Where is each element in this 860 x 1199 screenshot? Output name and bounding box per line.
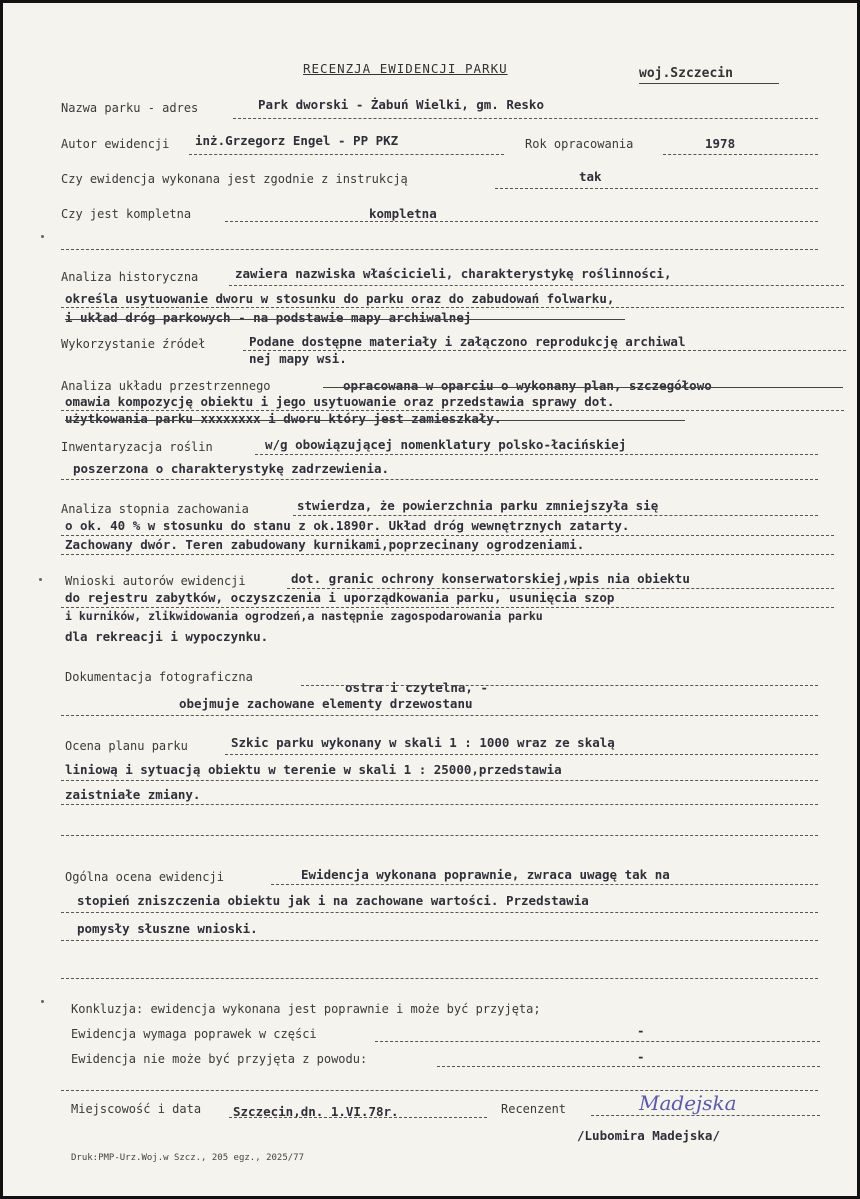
label-nazwa: Nazwa parku - adres	[61, 101, 199, 115]
label-recenzent: Recenzent	[501, 1102, 567, 1116]
plan-line-3: zaistniałe zmiany.	[65, 787, 201, 802]
konkluzja-line-3-value: -	[637, 1049, 645, 1064]
analiza-hist-line-3: i układ dróg parkowych - na podstawie mapy archiwalnej	[65, 310, 472, 325]
rule-ogolna-2	[61, 912, 818, 913]
rule-ogolna-1	[271, 884, 818, 885]
plan-line-1: Szkic parku wykonany w skali 1 : 1000 wraz ze skalą	[231, 735, 615, 750]
label-inwent: Inwentaryzacja roślin	[61, 440, 213, 454]
rule-ogolna-3	[61, 940, 818, 941]
punch-mark	[39, 578, 42, 581]
stopien-line-3: Zachowany dwór. Teren zabudowany kurnikami,poprzecinany ogrodzeniami.	[65, 537, 585, 552]
rule-plan-2	[61, 780, 818, 781]
rule-inwent-2	[61, 479, 818, 480]
label-analiza-hist: Analiza historyczna	[61, 270, 199, 284]
rule-konkluzja-2	[375, 1041, 820, 1042]
rule-kompletna	[225, 221, 818, 222]
voivodeship: woj.Szczecin	[639, 66, 733, 81]
foto-line-1: ostra i czytelna, -	[345, 680, 488, 695]
ogolna-line-2: stopień zniszczenia obiektu jak i na zachowane wartości. Przedstawia	[77, 893, 589, 908]
value-rok: 1978	[705, 136, 736, 151]
label-zrodla: Wykorzystanie źródeł	[61, 337, 206, 351]
rule-wnioski-2	[61, 607, 834, 608]
inwent-line-1: w/g obowiązującej nomenklatury polsko-łacińskiej	[265, 437, 627, 452]
rule-zrodla	[243, 350, 846, 351]
uklad-line-2: omawia kompozycję obiektu i jego usytuowanie oraz przedstawia sprawy dot.	[65, 394, 615, 409]
analiza-hist-line-2: określa usytuowanie dworu w stosunku do parku oraz do zabudowań folwarku,	[65, 291, 615, 306]
value-nazwa: Park dworski - Żabuń Wielki, gm. Resko	[258, 97, 544, 112]
value-autor: inż.Grzegorz Engel - PP PKZ	[195, 133, 399, 148]
rule-instrukcja	[495, 188, 818, 189]
label-stopien: Analiza stopnia zachowania	[61, 502, 249, 516]
uklad-line-3: użytkowania parku xxxxxxxx i dworu który jest zamieszkały.	[65, 411, 502, 426]
rule-rok	[663, 154, 818, 155]
rule-nazwa	[233, 118, 818, 119]
label-kompletna: Czy jest kompletna	[61, 207, 192, 221]
plan-line-2: liniową i sytuacją obiektu w terenie w skali 1 : 25000,przedstawia	[65, 762, 562, 777]
konkluzja-line-1: Konkluzja: ewidencja wykonana jest poprawnie i może być przyjęta;	[71, 1002, 541, 1016]
rule-stopien-1	[293, 515, 818, 516]
ogolna-line-1: Ewidencja wykonana poprawnie, zwraca uwagę tak na	[301, 867, 670, 882]
label-autor: Autor ewidencji	[61, 137, 170, 151]
reviewer-name: /Lubomira Madejska/	[577, 1128, 720, 1143]
value-instrukcja: tak	[579, 169, 602, 184]
rule-uklad-2	[61, 410, 844, 411]
wnioski-line-3: i kurników, zlikwidowania ogrodzeń,a następnie zagospodarowania parku	[65, 609, 543, 623]
label-instrukcja: Czy ewidencja wykonana jest zgodnie z instrukcją	[61, 172, 408, 186]
woj-underline	[639, 83, 779, 84]
konkluzja-line-2-value: -	[637, 1023, 645, 1038]
value-kompletna: kompletna	[369, 206, 437, 221]
label-uklad: Analiza układu przestrzennego	[61, 379, 271, 393]
stopien-line-2: o ok. 40 % w stosunku do stanu z ok.1890r. Układ dróg wewnętrznych zatarty.	[65, 518, 630, 533]
rule-autor	[189, 154, 504, 155]
analiza-hist-line-1: zawiera nazwiska właścicieli, charakterystykę roślinności,	[235, 266, 672, 281]
rule-wnioski-1	[287, 588, 834, 589]
label-wnioski: Wnioski autorów ewidencji	[65, 574, 246, 588]
rule-hist-2	[61, 307, 844, 308]
strike-uklad-1	[323, 387, 843, 388]
label-foto: Dokumentacja fotograficzna	[65, 670, 253, 684]
rule-plan-1	[225, 754, 818, 755]
rule-foto-2	[61, 715, 818, 716]
value-miejsce: Szczecin,dn. 1.VI.78r.	[233, 1104, 399, 1119]
wnioski-line-4: dla rekreacji i wypoczynku.	[65, 629, 269, 644]
zrodla-line-2: nej mapy wsi.	[249, 351, 347, 366]
ogolna-line-3: pomysły słuszne wnioski.	[77, 921, 258, 936]
inwent-line-2: poszerzona o charakterystykę zadrzewienia.	[73, 461, 390, 476]
zrodla-line-1: Podane dostępne materiały i załączono reprodukcję archiwal	[249, 334, 686, 349]
label-plan: Ocena planu parku	[65, 739, 188, 753]
rule-inwent-1	[255, 454, 818, 455]
uklad-line-1: opracowana w oparciu o wykonany plan, szczegółowo	[343, 378, 712, 393]
rule-plan-3	[61, 804, 818, 805]
rule-blank-2	[61, 835, 818, 836]
foto-line-2: obejmuje zachowane elementy drzewostanu	[179, 696, 473, 711]
stopien-line-1: stwierdza, że powierzchnia parku zmniejszyła się	[297, 498, 659, 513]
rule-recenzent	[591, 1115, 820, 1116]
rule-miejsce	[229, 1117, 487, 1118]
label-rok: Rok opracowania	[525, 137, 634, 151]
punch-mark	[41, 235, 44, 238]
punch-mark	[41, 1000, 44, 1003]
rule-blank-1	[61, 249, 818, 250]
rule-foto-1	[301, 685, 818, 686]
konkluzja-line-2: Ewidencja wymaga poprawek w części	[71, 1027, 317, 1041]
strike-uklad-3	[65, 420, 685, 421]
rule-konkluzja-3	[437, 1066, 820, 1067]
label-ogolna: Ogólna ocena ewidencji	[65, 870, 224, 884]
reviewer-signature: Madejska	[639, 1091, 737, 1115]
rule-stopien-3	[61, 554, 834, 555]
form-title: RECENZJA EWIDENCJI PARKU	[303, 61, 508, 76]
label-miejsce: Miejscowość i data	[71, 1102, 202, 1116]
strike-hist-3	[65, 319, 625, 320]
wnioski-line-1: dot. granic ochrony konserwatorskiej,wpis nia obiektu	[291, 571, 690, 586]
print-info: Druk:PMP-Urz.Woj.w Szcz., 205 egz., 2025/77	[71, 1153, 304, 1163]
rule-blank-3	[61, 978, 818, 979]
rule-stopien-2	[61, 535, 834, 536]
wnioski-line-2: do rejestru zabytków, oczyszczenia i uporządkowania parku, usunięcia szop	[65, 590, 615, 605]
rule-hist-1	[229, 285, 844, 286]
konkluzja-line-3: Ewidencja nie może być przyjęta z powodu:	[71, 1052, 368, 1066]
